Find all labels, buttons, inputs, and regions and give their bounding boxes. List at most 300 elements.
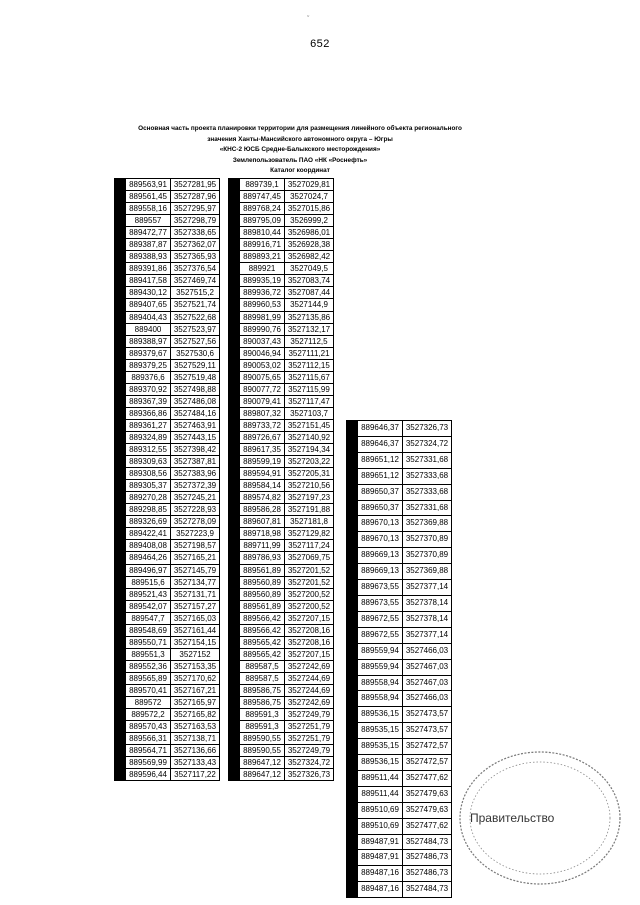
y-coordinate-cell: 3527134,77 bbox=[171, 576, 220, 588]
x-coordinate-cell: 889574,82 bbox=[240, 492, 285, 504]
y-coordinate-cell: 3527370,89 bbox=[403, 532, 452, 548]
x-coordinate-cell: 889308,56 bbox=[126, 468, 171, 480]
table-row bbox=[229, 540, 334, 552]
x-coordinate-cell: 889586,75 bbox=[240, 684, 285, 696]
table-row bbox=[115, 588, 220, 600]
x-coordinate-cell: 890079,41 bbox=[240, 395, 285, 407]
y-coordinate-cell: 3527144,9 bbox=[285, 299, 334, 311]
x-coordinate-cell: 889935,19 bbox=[240, 275, 285, 287]
y-coordinate-cell: 3527200,52 bbox=[285, 600, 334, 612]
x-coordinate-cell: 889557 bbox=[126, 215, 171, 227]
point-number-cell bbox=[229, 564, 240, 576]
x-coordinate-cell: 890077,72 bbox=[240, 383, 285, 395]
x-coordinate-cell: 889569,99 bbox=[126, 757, 171, 769]
table-row bbox=[115, 733, 220, 745]
point-number-cell bbox=[115, 203, 126, 215]
y-coordinate-cell: 3527523,97 bbox=[171, 323, 220, 335]
x-coordinate-cell: 889587,5 bbox=[240, 672, 285, 684]
table-row bbox=[229, 431, 334, 443]
table-row bbox=[115, 468, 220, 480]
y-coordinate-cell: 3527472,57 bbox=[403, 739, 452, 755]
point-number-cell bbox=[347, 755, 358, 771]
x-coordinate-cell: 889560,89 bbox=[240, 588, 285, 600]
point-number-cell bbox=[229, 552, 240, 564]
point-number-cell bbox=[115, 636, 126, 648]
y-coordinate-cell: 3527333,68 bbox=[403, 484, 452, 500]
point-number-cell bbox=[347, 468, 358, 484]
y-coordinate-cell: 3527201,52 bbox=[285, 576, 334, 588]
point-number-cell bbox=[229, 660, 240, 672]
y-coordinate-cell: 3527369,88 bbox=[403, 564, 452, 580]
x-coordinate-cell: 889542,07 bbox=[126, 600, 171, 612]
y-coordinate-cell: 3527132,17 bbox=[285, 323, 334, 335]
y-coordinate-cell: 3527486,73 bbox=[403, 850, 452, 866]
point-number-cell bbox=[347, 484, 358, 500]
x-coordinate-cell: 889312,55 bbox=[126, 444, 171, 456]
x-coordinate-cell: 889521,43 bbox=[126, 588, 171, 600]
y-coordinate-cell: 3527473,57 bbox=[403, 723, 452, 739]
table-row bbox=[347, 882, 452, 898]
y-coordinate-cell: 3527205,31 bbox=[285, 468, 334, 480]
table-row bbox=[347, 659, 452, 675]
point-number-cell bbox=[115, 275, 126, 287]
y-coordinate-cell: 3527466,03 bbox=[403, 643, 452, 659]
table-row bbox=[115, 215, 220, 227]
table-row bbox=[115, 660, 220, 672]
table-row bbox=[115, 648, 220, 660]
x-coordinate-cell: 889586,28 bbox=[240, 504, 285, 516]
point-number-cell bbox=[115, 335, 126, 347]
x-coordinate-cell: 889590,55 bbox=[240, 733, 285, 745]
y-coordinate-cell: 3527372,39 bbox=[171, 480, 220, 492]
point-number-cell bbox=[347, 564, 358, 580]
table-row bbox=[115, 576, 220, 588]
table-row bbox=[229, 504, 334, 516]
point-number-cell bbox=[229, 407, 240, 419]
x-coordinate-cell: 889651,12 bbox=[358, 468, 403, 484]
y-coordinate-cell: 3527484,16 bbox=[171, 407, 220, 419]
point-number-cell bbox=[229, 540, 240, 552]
table-row bbox=[229, 395, 334, 407]
x-coordinate-cell: 889669,13 bbox=[358, 548, 403, 564]
point-number-cell bbox=[347, 802, 358, 818]
x-coordinate-cell: 889558,16 bbox=[126, 203, 171, 215]
x-coordinate-cell: 889388,97 bbox=[126, 335, 171, 347]
y-coordinate-cell: 3527529,11 bbox=[171, 359, 220, 371]
point-number-cell bbox=[229, 757, 240, 769]
point-number-cell bbox=[229, 684, 240, 696]
y-coordinate-cell: 3527443,15 bbox=[171, 431, 220, 443]
table-row bbox=[229, 564, 334, 576]
y-coordinate-cell: 3527463,91 bbox=[171, 419, 220, 431]
point-number-cell bbox=[115, 516, 126, 528]
x-coordinate-cell: 889570,41 bbox=[126, 684, 171, 696]
x-coordinate-cell: 889326,69 bbox=[126, 516, 171, 528]
y-coordinate-cell: 3527145,79 bbox=[171, 564, 220, 576]
x-coordinate-cell: 889361,27 bbox=[126, 419, 171, 431]
x-coordinate-cell: 889711,99 bbox=[240, 540, 285, 552]
y-coordinate-cell: 3527467,03 bbox=[403, 675, 452, 691]
x-coordinate-cell: 889646,37 bbox=[358, 421, 403, 437]
y-coordinate-cell: 3527378,14 bbox=[403, 595, 452, 611]
y-coordinate-cell: 3527208,16 bbox=[285, 636, 334, 648]
y-coordinate-cell: 3527369,88 bbox=[403, 516, 452, 532]
table-row bbox=[229, 215, 334, 227]
table-row bbox=[229, 347, 334, 359]
point-number-cell bbox=[229, 697, 240, 709]
y-coordinate-cell: 3527484,73 bbox=[403, 882, 452, 898]
x-coordinate-cell: 889387,87 bbox=[126, 239, 171, 251]
point-number-cell bbox=[115, 215, 126, 227]
y-coordinate-cell: 3527324,72 bbox=[285, 757, 334, 769]
point-number-cell bbox=[115, 227, 126, 239]
table-row bbox=[115, 287, 220, 299]
y-coordinate-cell: 3527281,95 bbox=[171, 179, 220, 191]
table-row bbox=[229, 492, 334, 504]
point-number-cell bbox=[115, 721, 126, 733]
point-number-cell bbox=[115, 576, 126, 588]
y-coordinate-cell: 3526928,38 bbox=[285, 239, 334, 251]
y-coordinate-cell: 3527136,66 bbox=[171, 745, 220, 757]
government-stamp bbox=[448, 748, 624, 894]
x-coordinate-cell: 889550,71 bbox=[126, 636, 171, 648]
table-row bbox=[229, 179, 334, 191]
table-row bbox=[229, 745, 334, 757]
point-number-cell bbox=[115, 179, 126, 191]
table-row bbox=[229, 721, 334, 733]
stamp-text: Правительство bbox=[470, 811, 555, 825]
x-coordinate-cell: 889552,36 bbox=[126, 660, 171, 672]
table-row bbox=[115, 191, 220, 203]
point-number-cell bbox=[115, 564, 126, 576]
x-coordinate-cell: 889565,42 bbox=[240, 636, 285, 648]
point-number-cell bbox=[229, 191, 240, 203]
point-number-cell bbox=[347, 627, 358, 643]
y-coordinate-cell: 3527287,96 bbox=[171, 191, 220, 203]
y-coordinate-cell: 3527522,68 bbox=[171, 311, 220, 323]
x-coordinate-cell: 889647,12 bbox=[240, 757, 285, 769]
x-coordinate-cell: 889607,81 bbox=[240, 516, 285, 528]
point-number-cell bbox=[229, 215, 240, 227]
point-number-cell bbox=[115, 697, 126, 709]
x-coordinate-cell: 890037,43 bbox=[240, 335, 285, 347]
table-row bbox=[115, 311, 220, 323]
table-row bbox=[115, 672, 220, 684]
y-coordinate-cell: 3527087,44 bbox=[285, 287, 334, 299]
y-coordinate-cell: 3527200,52 bbox=[285, 588, 334, 600]
point-number-cell bbox=[229, 335, 240, 347]
point-number-cell bbox=[115, 672, 126, 684]
x-coordinate-cell: 890053,02 bbox=[240, 359, 285, 371]
y-coordinate-cell: 3527207,15 bbox=[285, 612, 334, 624]
x-coordinate-cell: 889379,25 bbox=[126, 359, 171, 371]
y-coordinate-cell: 3527244,69 bbox=[285, 672, 334, 684]
x-coordinate-cell: 889650,37 bbox=[358, 500, 403, 516]
point-number-cell bbox=[229, 287, 240, 299]
point-number-cell bbox=[115, 239, 126, 251]
x-coordinate-cell: 889670,13 bbox=[358, 516, 403, 532]
table-row bbox=[229, 528, 334, 540]
document-heading bbox=[100, 124, 500, 177]
y-coordinate-cell: 3526999,2 bbox=[285, 215, 334, 227]
y-coordinate-cell: 3527365,93 bbox=[171, 251, 220, 263]
point-number-cell bbox=[115, 191, 126, 203]
table-row bbox=[115, 431, 220, 443]
point-number-cell bbox=[115, 588, 126, 600]
y-coordinate-cell: 3527466,03 bbox=[403, 691, 452, 707]
table-row bbox=[229, 359, 334, 371]
point-number-cell bbox=[229, 444, 240, 456]
point-number-cell bbox=[347, 675, 358, 691]
coordinates-table-right bbox=[346, 420, 452, 898]
x-coordinate-cell: 889596,44 bbox=[126, 769, 171, 781]
point-number-cell bbox=[115, 612, 126, 624]
y-coordinate-cell: 3527484,73 bbox=[403, 834, 452, 850]
y-coordinate-cell: 3526982,42 bbox=[285, 251, 334, 263]
y-coordinate-cell: 3527191,88 bbox=[285, 504, 334, 516]
point-number-cell bbox=[347, 770, 358, 786]
table-row bbox=[229, 552, 334, 564]
x-coordinate-cell: 889536,15 bbox=[358, 707, 403, 723]
table-row bbox=[115, 612, 220, 624]
point-number-cell bbox=[347, 739, 358, 755]
table-row bbox=[229, 636, 334, 648]
table-row bbox=[115, 275, 220, 287]
point-number-cell bbox=[115, 419, 126, 431]
table-row bbox=[115, 624, 220, 636]
point-number-cell bbox=[229, 721, 240, 733]
table-row bbox=[115, 528, 220, 540]
point-number-cell bbox=[115, 251, 126, 263]
y-coordinate-cell: 3527383,96 bbox=[171, 468, 220, 480]
table-row bbox=[115, 347, 220, 359]
table-row bbox=[229, 419, 334, 431]
y-coordinate-cell: 3527486,08 bbox=[171, 395, 220, 407]
point-number-cell bbox=[115, 323, 126, 335]
y-coordinate-cell: 3527135,86 bbox=[285, 311, 334, 323]
y-coordinate-cell: 3527295,97 bbox=[171, 203, 220, 215]
table-row bbox=[229, 191, 334, 203]
y-coordinate-cell: 3527331,68 bbox=[403, 500, 452, 516]
point-number-cell bbox=[229, 311, 240, 323]
point-number-cell bbox=[115, 383, 126, 395]
y-coordinate-cell: 3527477,62 bbox=[403, 770, 452, 786]
point-number-cell bbox=[229, 648, 240, 660]
table-row bbox=[347, 834, 452, 850]
y-coordinate-cell: 3527398,42 bbox=[171, 444, 220, 456]
x-coordinate-cell: 889572 bbox=[126, 697, 171, 709]
point-number-cell bbox=[115, 431, 126, 443]
x-coordinate-cell: 889718,98 bbox=[240, 528, 285, 540]
x-coordinate-cell: 889916,71 bbox=[240, 239, 285, 251]
point-number-cell bbox=[115, 624, 126, 636]
point-number-cell bbox=[229, 733, 240, 745]
point-number-cell bbox=[229, 600, 240, 612]
x-coordinate-cell: 889672,55 bbox=[358, 611, 403, 627]
y-coordinate-cell: 3527152 bbox=[171, 648, 220, 660]
y-coordinate-cell: 3527377,14 bbox=[403, 580, 452, 596]
x-coordinate-cell: 889422,41 bbox=[126, 528, 171, 540]
y-coordinate-cell: 3527251,79 bbox=[285, 733, 334, 745]
table-row bbox=[347, 723, 452, 739]
point-number-cell bbox=[229, 359, 240, 371]
point-number-cell bbox=[115, 468, 126, 480]
table-row bbox=[229, 648, 334, 660]
table-row bbox=[347, 468, 452, 484]
x-coordinate-cell: 889921 bbox=[240, 263, 285, 275]
point-number-cell bbox=[347, 580, 358, 596]
y-coordinate-cell: 3527165,21 bbox=[171, 552, 220, 564]
y-coordinate-cell: 3527298,79 bbox=[171, 215, 220, 227]
table-row bbox=[115, 419, 220, 431]
point-number-cell bbox=[347, 691, 358, 707]
point-number-cell bbox=[115, 504, 126, 516]
table-row bbox=[347, 516, 452, 532]
x-coordinate-cell: 889565,89 bbox=[126, 672, 171, 684]
point-number-cell bbox=[347, 452, 358, 468]
table-row bbox=[347, 675, 452, 691]
table-row bbox=[229, 239, 334, 251]
heading-line: «КНС-2 ЮСБ Средне-Балыкского месторождения» bbox=[219, 146, 381, 154]
x-coordinate-cell: 889590,55 bbox=[240, 745, 285, 757]
table-row bbox=[229, 612, 334, 624]
x-coordinate-cell: 889572,2 bbox=[126, 709, 171, 721]
table-row bbox=[347, 595, 452, 611]
point-number-cell bbox=[229, 468, 240, 480]
point-number-cell bbox=[115, 684, 126, 696]
table-row bbox=[229, 275, 334, 287]
y-coordinate-cell: 3527331,68 bbox=[403, 452, 452, 468]
point-number-cell bbox=[229, 239, 240, 251]
y-coordinate-cell: 3527151,45 bbox=[285, 419, 334, 431]
x-coordinate-cell: 889981,99 bbox=[240, 311, 285, 323]
point-number-cell bbox=[347, 436, 358, 452]
y-coordinate-cell: 3527515,2 bbox=[171, 287, 220, 299]
x-coordinate-cell: 889566,42 bbox=[240, 612, 285, 624]
x-coordinate-cell: 889795,09 bbox=[240, 215, 285, 227]
point-number-cell bbox=[229, 709, 240, 721]
table-row bbox=[347, 866, 452, 882]
table-row bbox=[229, 251, 334, 263]
table-row bbox=[229, 383, 334, 395]
table-row bbox=[115, 709, 220, 721]
table-row bbox=[229, 709, 334, 721]
point-number-cell bbox=[347, 595, 358, 611]
x-coordinate-cell: 889570,43 bbox=[126, 721, 171, 733]
x-coordinate-cell: 889547,7 bbox=[126, 612, 171, 624]
y-coordinate-cell: 3527165,82 bbox=[171, 709, 220, 721]
table-row bbox=[347, 691, 452, 707]
table-row bbox=[115, 600, 220, 612]
x-coordinate-cell: 889786,93 bbox=[240, 552, 285, 564]
table-row bbox=[229, 311, 334, 323]
x-coordinate-cell: 889559,94 bbox=[358, 659, 403, 675]
point-number-cell bbox=[347, 818, 358, 834]
point-number-cell bbox=[229, 419, 240, 431]
y-coordinate-cell: 3527133,43 bbox=[171, 757, 220, 769]
x-coordinate-cell: 889617,35 bbox=[240, 444, 285, 456]
y-coordinate-cell: 3527370,89 bbox=[403, 548, 452, 564]
x-coordinate-cell: 889561,89 bbox=[240, 600, 285, 612]
table-row bbox=[115, 359, 220, 371]
point-number-cell bbox=[115, 769, 126, 781]
table-row bbox=[229, 263, 334, 275]
point-number-cell bbox=[229, 480, 240, 492]
y-coordinate-cell: 3527112,15 bbox=[285, 359, 334, 371]
x-coordinate-cell: 889565,42 bbox=[240, 648, 285, 660]
x-coordinate-cell: 889561,89 bbox=[240, 564, 285, 576]
x-coordinate-cell: 889558,94 bbox=[358, 691, 403, 707]
point-number-cell bbox=[229, 347, 240, 359]
y-coordinate-cell: 3526986,01 bbox=[285, 227, 334, 239]
scan-mark: ˇ bbox=[307, 16, 310, 23]
point-number-cell bbox=[229, 431, 240, 443]
y-coordinate-cell: 3527278,09 bbox=[171, 516, 220, 528]
point-number-cell bbox=[229, 456, 240, 468]
table-row bbox=[115, 504, 220, 516]
x-coordinate-cell: 889669,13 bbox=[358, 564, 403, 580]
point-number-cell bbox=[229, 263, 240, 275]
y-coordinate-cell: 3527201,52 bbox=[285, 564, 334, 576]
y-coordinate-cell: 3527197,23 bbox=[285, 492, 334, 504]
y-coordinate-cell: 3527181,8 bbox=[285, 516, 334, 528]
point-number-cell bbox=[115, 528, 126, 540]
point-number-cell bbox=[229, 588, 240, 600]
point-number-cell bbox=[229, 179, 240, 191]
table-row bbox=[229, 624, 334, 636]
table-row bbox=[115, 239, 220, 251]
table-row bbox=[347, 548, 452, 564]
point-number-cell bbox=[347, 500, 358, 516]
y-coordinate-cell: 3527165,97 bbox=[171, 697, 220, 709]
table-row bbox=[115, 323, 220, 335]
x-coordinate-cell: 889515,6 bbox=[126, 576, 171, 588]
table-row bbox=[229, 227, 334, 239]
x-coordinate-cell: 889376,6 bbox=[126, 371, 171, 383]
y-coordinate-cell: 3527477,62 bbox=[403, 818, 452, 834]
point-number-cell bbox=[115, 407, 126, 419]
coordinates-table-left bbox=[114, 178, 220, 781]
point-number-cell bbox=[229, 636, 240, 648]
point-number-cell bbox=[115, 444, 126, 456]
x-coordinate-cell: 889990,76 bbox=[240, 323, 285, 335]
x-coordinate-cell: 889768,24 bbox=[240, 203, 285, 215]
y-coordinate-cell: 3527153,35 bbox=[171, 660, 220, 672]
y-coordinate-cell: 3527210,56 bbox=[285, 480, 334, 492]
y-coordinate-cell: 3527207,15 bbox=[285, 648, 334, 660]
point-number-cell bbox=[229, 323, 240, 335]
point-number-cell bbox=[347, 866, 358, 882]
table-row bbox=[229, 203, 334, 215]
table-row bbox=[115, 395, 220, 407]
point-number-cell bbox=[347, 421, 358, 437]
x-coordinate-cell: 889391,86 bbox=[126, 263, 171, 275]
point-number-cell bbox=[347, 707, 358, 723]
point-number-cell bbox=[115, 600, 126, 612]
y-coordinate-cell: 3527473,57 bbox=[403, 707, 452, 723]
x-coordinate-cell: 889670,13 bbox=[358, 532, 403, 548]
x-coordinate-cell: 889510,69 bbox=[358, 818, 403, 834]
x-coordinate-cell: 889496,97 bbox=[126, 564, 171, 576]
y-coordinate-cell: 3527194,34 bbox=[285, 444, 334, 456]
table-row bbox=[229, 576, 334, 588]
x-coordinate-cell: 889400 bbox=[126, 323, 171, 335]
table-row bbox=[229, 456, 334, 468]
point-number-cell bbox=[347, 882, 358, 898]
y-coordinate-cell: 3527115,99 bbox=[285, 383, 334, 395]
table-row bbox=[115, 636, 220, 648]
x-coordinate-cell: 889566,31 bbox=[126, 733, 171, 745]
